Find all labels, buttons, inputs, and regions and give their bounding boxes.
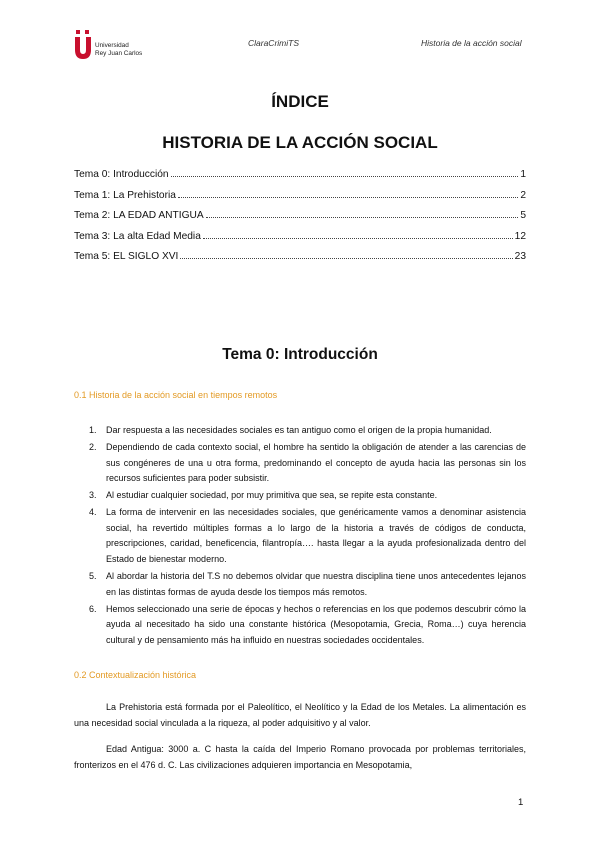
toc-entry-page: 12: [514, 230, 526, 242]
list-number: 5.: [89, 571, 97, 582]
toc-entry[interactable]: [74, 169, 526, 190]
toc-entry[interactable]: [74, 231, 526, 252]
list-item: [74, 505, 526, 568]
list-item: [74, 423, 526, 439]
list-number: 6.: [89, 603, 97, 614]
section-heading-1: 0.1 Historia de la acción social en tiempos remotos: [74, 390, 278, 400]
urjc-logo-icon: [74, 30, 92, 60]
list-item: [74, 569, 526, 600]
toc-leader: [180, 258, 512, 259]
list-text: Al abordar la historia del T.S no debemos olvidar que nuestra disciplina tiene unos antecedentes lejanos en las distintas formas de ayuda desde los tiempos más remotos.: [106, 571, 526, 597]
list-number: 3.: [89, 490, 97, 501]
list-item: [74, 602, 526, 649]
toc-entry-page: 5: [520, 210, 526, 221]
toc-entry[interactable]: [74, 251, 526, 272]
toc-entry[interactable]: [74, 210, 526, 231]
logo-text: [95, 42, 142, 58]
toc-entry-page: 23: [514, 251, 526, 262]
list-text: La forma de intervenir en las necesidades sociales, que genéricamente vamos a denominar asistencia social, ha revertido múltiples formas a lo largo de la historia a través de códigos de conducta, prescripciones, caridad, beneficencia, filantropía…. hasta llegar a la ayuda profesionalizada dentro del Estado de bienestar moderno.: [106, 507, 526, 565]
logo-line2: Rey Juan Carlos: [95, 50, 143, 57]
toc-entry-title: Tema 1: La Prehistoria: [74, 189, 176, 201]
header-right: Historia de la acción social: [421, 38, 522, 48]
list-number: 2.: [89, 441, 97, 452]
toc-leader: [171, 176, 519, 177]
toc-entry-page: 1: [520, 169, 526, 180]
university-logo: [74, 30, 154, 64]
toc-entry-title: Tema 5: EL SIGLO XVI: [74, 251, 179, 262]
numbered-list: [74, 423, 526, 650]
toc-entry[interactable]: [74, 190, 526, 211]
paragraph: La Prehistoria está formada por el Paleolítico, el Neolítico y la Edad de los Metales. La alimentación es una necesidad social vinculada a la riqueza, al poder adquisitivo y al valor.: [74, 702, 526, 728]
index-title: ÍNDICE: [271, 92, 329, 111]
list-text: Al estudiar cualquier sociedad, por muy primitiva que sea, se repite esta constante.: [106, 490, 438, 501]
list-text: Dependiendo de cada contexto social, el hombre ha sentido la obligación de atender a las carencias de sus congéneres de una u otra forma, predominando el concepto de ayuda hacia las personas sin los recursos suficientes para poder subsistir.: [106, 441, 526, 484]
list-number: 4.: [89, 507, 97, 518]
toc-leader: [206, 217, 519, 218]
table-of-contents: [74, 169, 526, 272]
section-heading-2: 0.2 Contextualización histórica: [74, 670, 197, 680]
chapter-heading: Tema 0: Introducción: [222, 346, 378, 363]
header-center: ClaraCrimiTS: [248, 38, 299, 48]
list-text: Hemos seleccionado una serie de épocas y hechos o referencias en los que podemos descubrir cómo la ayuda al necesitado ha sido una constante histórica (Mesopotamia, Grecia, Roma…) cuya herencia cultural y de pensamiento más ha influido en nuestras sociedades occidentales.: [106, 603, 526, 646]
list-text: Dar respuesta a las necesidades sociales es tan antiguo como el origen de la propia humanidad.: [106, 425, 492, 435]
list-item: [74, 488, 526, 504]
toc-leader: [178, 197, 518, 198]
toc-leader: [203, 238, 513, 239]
list-item: [74, 440, 526, 487]
toc-entry-title: Tema 3: La alta Edad Media: [74, 230, 201, 242]
document-title: HISTORIA DE LA ACCIÓN SOCIAL: [162, 133, 438, 152]
paragraph: Edad Antigua: 3000 a. C hasta la caída del Imperio Romano provocada por problemas territoriales, fronterizos en el 476 d. C. Las civilizaciones adquieren importancia en Mesopotamia,: [74, 744, 526, 770]
toc-entry-title: Tema 2: LA EDAD ANTIGUA: [74, 210, 204, 221]
logo-line1: Universidad: [95, 42, 129, 49]
toc-entry-title: Tema 0: Introducción: [74, 169, 169, 180]
page-number: 1: [518, 797, 524, 808]
list-number: 1.: [89, 425, 97, 435]
toc-entry-page: 2: [520, 189, 526, 201]
